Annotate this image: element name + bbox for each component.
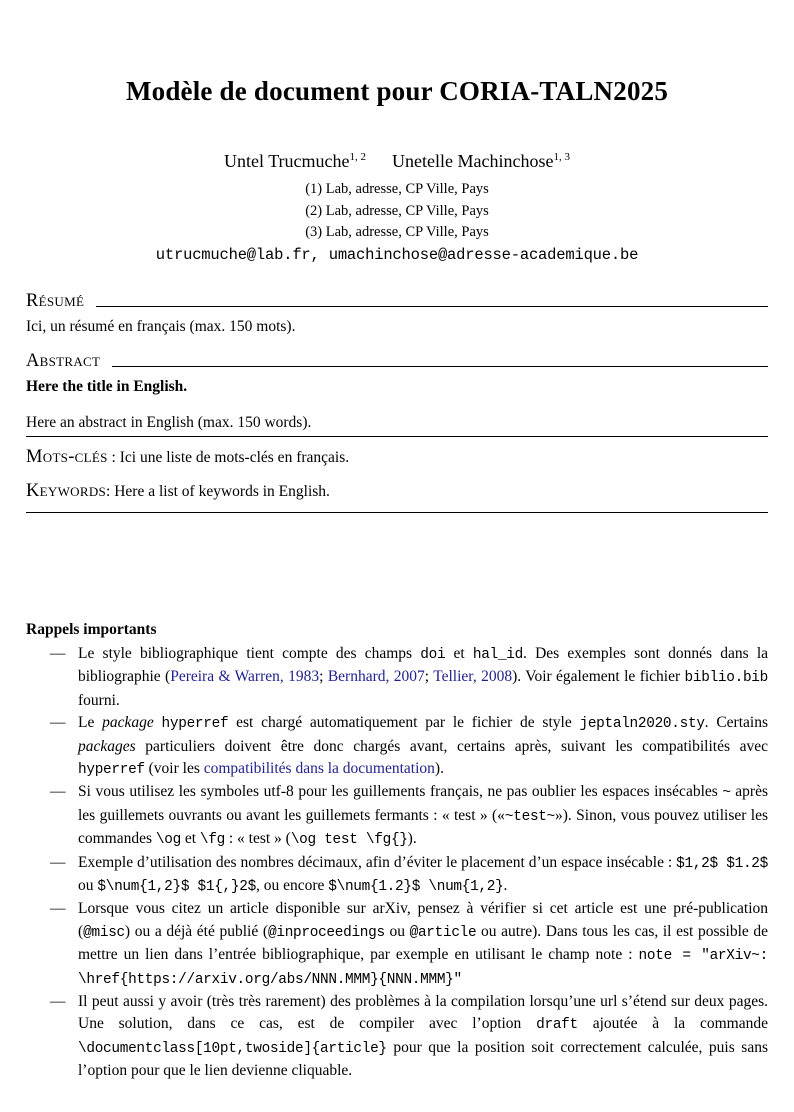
text-segment: : « test » ( — [224, 830, 291, 848]
text-segment: Lorsque vous citez un article disponible sur arXiv, pensez à vérifier si cet article est une pré-publication ( — [78, 900, 768, 940]
horizontal-rule — [96, 306, 768, 307]
text-segment: doi — [420, 646, 446, 663]
author-name: Unetelle Machinchose — [392, 151, 554, 171]
text-segment: jeptaln2020.sty — [579, 716, 705, 733]
text-segment: ajoutée à la commande — [577, 1015, 768, 1033]
citation-bernhard-2007[interactable]: Bernhard, 2007 — [327, 668, 425, 686]
mots-cles-text: Ici une liste de mots-clés en français. — [119, 448, 350, 466]
mots-cles-line — [26, 447, 768, 469]
bullet-item-guillemets — [26, 781, 768, 851]
text-segment: . — [503, 877, 508, 894]
author-affiliation-superscript: 1, 2 — [349, 151, 367, 163]
text-segment: , ou encore — [255, 877, 329, 894]
bullet-item-nombres-decimaux — [26, 852, 768, 899]
bullet-item-bibliography-style — [26, 643, 768, 712]
text-segment: ). Voir également le fichier — [512, 668, 685, 686]
text-segment: »). Sinon, vous pouvez utiliser les commandes — [78, 806, 768, 848]
author-name: Untel Trucmuche — [224, 151, 350, 171]
affiliation-line: (1) Lab, adresse, CP Ville, Pays — [305, 181, 489, 197]
text-segment: et — [445, 644, 473, 662]
text-segment: ). — [407, 830, 417, 848]
text-segment: biblio.bib — [684, 670, 768, 687]
bullet-list — [26, 643, 768, 1083]
text-segment: hal_id — [472, 646, 523, 663]
text-segment: \og — [155, 832, 181, 849]
text-segment: Il peut aussi y avoir (très très rarement) des problèmes à la compilation lorsqu’une url s’étend sur deux pages. Une solution, dans ce cas, est de compiler avec l’option — [78, 993, 768, 1033]
text-segment: Exemple d’utilisation des nombres décimaux, afin d’éviter le placement d’un espace insécable : — [78, 853, 677, 871]
citation-pereira-warren-1983[interactable]: Pereira & Warren, 1983 — [170, 668, 320, 686]
bullet-text — [78, 991, 768, 1083]
bullet-text — [78, 852, 768, 899]
text-segment: pour que la position soit correctement calculée, puis sans l’option pour que le lien devienne cliquable. — [78, 1038, 768, 1080]
authors-line — [26, 150, 768, 172]
text-segment: \fg — [199, 832, 225, 849]
resume-label: Résumé — [26, 290, 85, 311]
dash-bullet-marker: — — [50, 993, 66, 1011]
text-segment: ) ou a déjà été publié ( — [124, 922, 268, 940]
author-emails: utrucmuche@lab.fr, umachinchose@adresse-academique.be — [155, 245, 639, 264]
text-segment: ~test~ — [504, 808, 555, 825]
text-segment: packages — [78, 737, 136, 755]
text-segment: . Des exemples sont donnés dans la bibliographie ( — [78, 644, 769, 686]
text-segment: draft — [536, 1017, 578, 1034]
author-affiliation-superscript: 1, 3 — [553, 151, 570, 163]
text-segment: Le style bibliographique tient compte des champs — [78, 644, 421, 662]
text-segment: ; — [424, 668, 434, 686]
citation-tellier-2008[interactable]: Tellier, 2008 — [433, 668, 513, 686]
text-segment: ~ — [722, 785, 731, 802]
keywords-text: Here a list of keywords in English. — [114, 483, 330, 501]
link-hyperref-compatibilites[interactable]: compatibilités dans la documentation — [203, 759, 435, 777]
keywords-line — [26, 481, 768, 503]
bullet-text — [78, 712, 768, 781]
text-segment: et — [180, 830, 200, 848]
text-segment: ). — [434, 759, 444, 777]
text-segment: \documentclass[10pt,twoside]{article} — [78, 1040, 387, 1057]
bullet-item-hyperref-package — [26, 712, 768, 781]
text-segment: \og test \fg{} — [290, 832, 408, 849]
text-segment: Le — [78, 714, 103, 732]
affiliations-block — [26, 179, 768, 244]
text-segment: . Certains — [704, 714, 768, 732]
text-segment: hyperref — [161, 716, 229, 733]
text-segment: $1,2$ $1.2$ — [676, 855, 768, 872]
text-segment: ou — [78, 877, 98, 894]
text-segment: ou autre). Dans tous les cas, il est possible de mettre un lien dans l’entrée bibliographique, par exemple en utilisant le champ note : — [78, 922, 769, 964]
dash-bullet-marker: — — [50, 783, 66, 801]
text-segment: @misc — [83, 924, 125, 941]
abstract-text: Here an abstract in English (max. 150 words). — [26, 412, 768, 436]
affiliation-line: (2) Lab, adresse, CP Ville, Pays — [305, 202, 489, 219]
text-segment: Si vous utilisez les symboles utf-8 pour les guillements français, ne pas oublier les espaces insécables — [78, 783, 723, 801]
dash-bullet-marker: — — [50, 900, 66, 918]
label-separator: : — [107, 448, 120, 466]
text-segment: après les guillemets ouvrants ou avant les guillemets fermants : « test » (« — [78, 783, 769, 824]
dash-bullet-marker: — — [50, 644, 66, 662]
abstract-label: Abstract — [26, 350, 101, 371]
section-heading: Rappels importants — [26, 620, 157, 638]
text-segment: package — [102, 714, 154, 732]
bullet-item-arxiv — [26, 898, 768, 991]
dash-bullet-marker: — — [50, 714, 66, 732]
text-segment: $\num{1.2}$ \num{1,2} — [328, 879, 504, 895]
paper-title: Modèle de document pour CORIA-TALN2025 — [125, 76, 669, 106]
text-segment: @inproceedings — [268, 924, 385, 941]
text-segment — [154, 714, 162, 731]
bullet-text — [78, 898, 768, 991]
keywords-label: Keywords — [26, 481, 107, 502]
text-segment: @article — [409, 924, 477, 941]
author-1 — [224, 151, 366, 171]
bullet-text — [78, 781, 768, 851]
text-segment: ou — [384, 922, 410, 940]
resume-text: Ici, un résumé en français (max. 150 mots). — [26, 317, 296, 335]
text-segment: hyperref — [78, 761, 145, 778]
bullet-item-url-compilation — [26, 991, 768, 1083]
affiliation-line: (3) Lab, adresse, CP Ville, Pays — [305, 224, 489, 240]
horizontal-rule — [112, 366, 768, 367]
text-segment: particuliers doivent être donc chargés avant, certains après, suivant les compatibilités avec — [135, 737, 768, 755]
mots-cles-label: Mots-clés — [26, 446, 108, 467]
abstract-block-bottom-rule — [26, 512, 768, 513]
text-segment: fourni. — [78, 691, 120, 709]
text-segment: (voir les — [144, 759, 204, 777]
text-segment: est chargé automatiquement par le fichier de style — [228, 714, 580, 732]
author-2 — [392, 151, 570, 171]
text-segment: $\num{1,2}$ $1{,}2$ — [97, 879, 256, 895]
dash-bullet-marker: — — [50, 853, 66, 871]
abstract-heading-row — [26, 351, 768, 372]
label-separator: : — [106, 483, 115, 501]
bullet-text — [78, 643, 768, 712]
text-segment: ; — [319, 668, 328, 686]
text-segment: note = "arXiv~: \href{https://arxiv.org/abs/NNN.MMM}{NNN.MMM}" — [78, 948, 768, 988]
resume-heading-row — [26, 291, 768, 312]
english-title: Here the title in English. — [26, 377, 188, 395]
